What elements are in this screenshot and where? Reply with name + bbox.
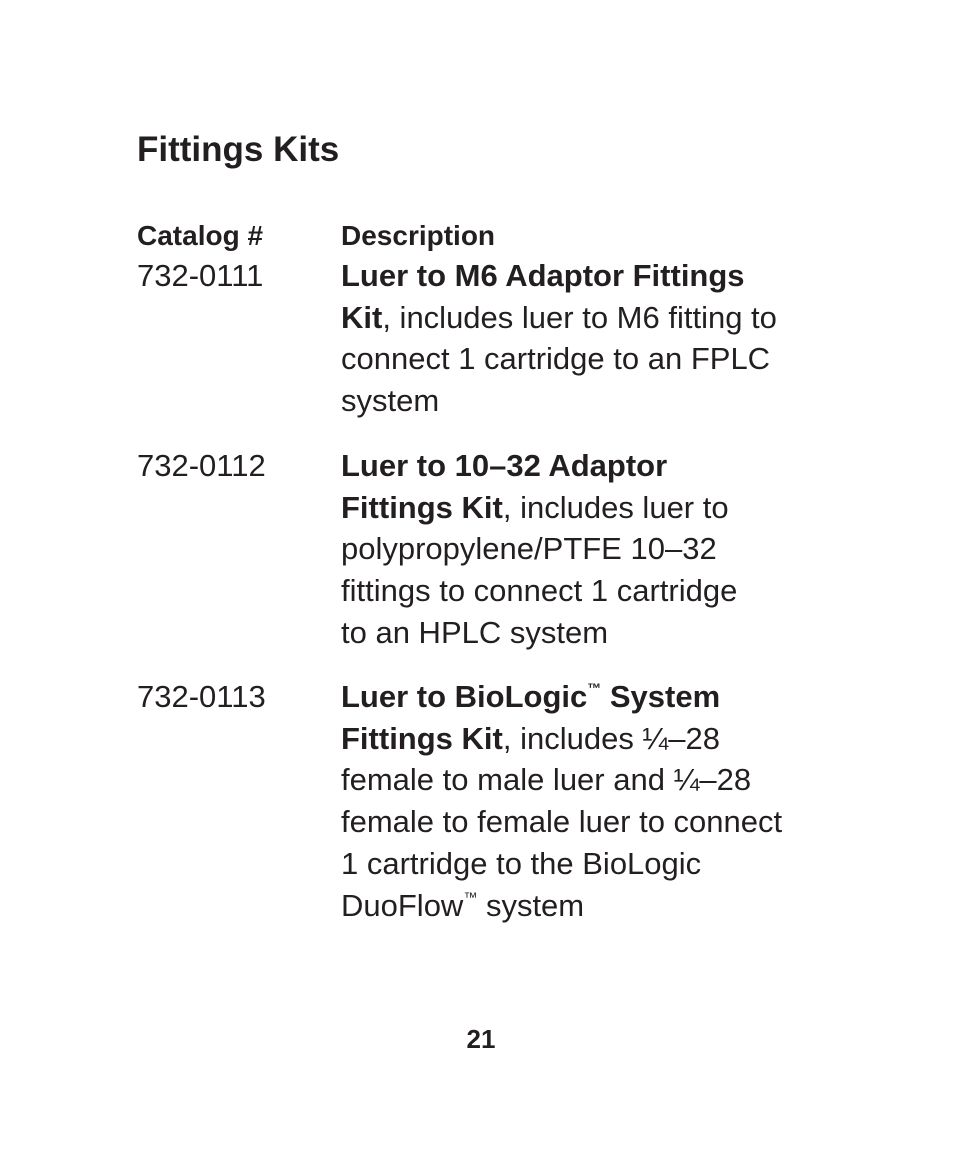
trademark-symbol: ™: [463, 888, 478, 905]
description-line: [341, 801, 831, 843]
description-text: , includes luer to M6 fitting to: [382, 299, 777, 335]
catalog-number: 732-0113: [137, 679, 266, 714]
description-text: female to female luer to connect: [341, 804, 783, 840]
item-description: [341, 255, 831, 422]
page-title: Fittings Kits: [137, 130, 340, 169]
page-number: 21: [466, 1024, 496, 1054]
description-text: 1 cartridge to the BioLogic: [341, 845, 702, 881]
item-description: [341, 445, 831, 654]
product-name: System: [601, 679, 721, 714]
description-line: [341, 612, 831, 654]
description-text: DuoFlow: [341, 887, 464, 923]
description-line: [341, 570, 831, 612]
description-line: [341, 528, 831, 570]
product-name: Fittings Kit: [341, 489, 503, 525]
description-line: [341, 843, 831, 885]
description-text: female to male luer and ¼–28: [341, 762, 752, 798]
description-line: [341, 338, 831, 380]
product-name: Luer to 10–32 Adaptor: [341, 448, 668, 483]
description-text: polypropylene/PTFE 10–32: [341, 531, 717, 567]
description-text: system: [341, 383, 440, 419]
description-line: [341, 718, 831, 760]
description-text: system: [477, 887, 585, 923]
description-line: [341, 380, 831, 422]
description-text: , includes luer to: [502, 489, 729, 525]
description-line: [341, 445, 831, 487]
description-text: , includes ¼–28: [502, 720, 721, 756]
description-text: fittings to connect 1 cartridge: [341, 573, 738, 609]
description-line: [341, 255, 831, 297]
product-name: Luer to M6 Adaptor Fittings: [341, 258, 745, 293]
description-line: [341, 759, 831, 801]
description-line: [341, 885, 831, 927]
description-text: connect 1 cartridge to an FPLC: [341, 341, 771, 377]
catalog-number: 732-0111: [137, 258, 264, 293]
product-name: Luer to BioLogic: [341, 679, 588, 714]
description-line: [341, 676, 831, 718]
product-name: Kit: [341, 299, 383, 335]
catalog-number: 732-0112: [137, 448, 266, 483]
item-description: [341, 676, 831, 926]
trademark-symbol: ™: [587, 680, 602, 696]
product-name: Fittings Kit: [341, 720, 503, 756]
description-text: to an HPLC system: [341, 614, 609, 650]
catalog-column-header: Catalog #: [137, 220, 264, 251]
description-line: [341, 487, 831, 529]
description-line: [341, 297, 831, 339]
description-column-header: Description: [341, 220, 496, 251]
